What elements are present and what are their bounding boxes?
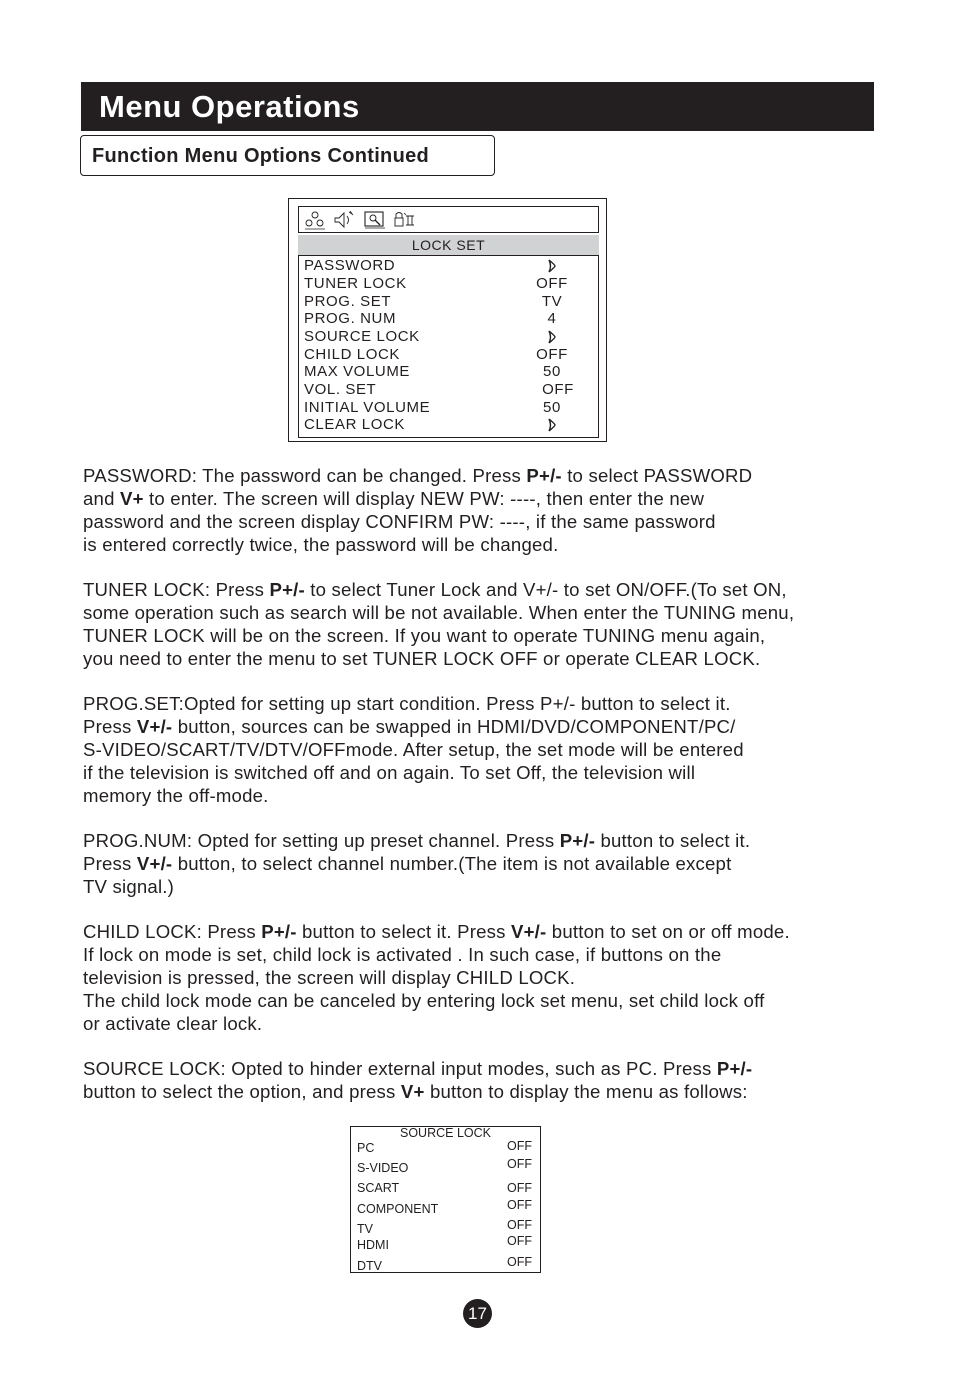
osd-item-label: PASSWORD [304, 257, 396, 274]
osd-item-value: 50 [543, 399, 561, 416]
function-icon [363, 210, 387, 230]
source-value-tv: OFF [507, 1218, 532, 1232]
source-label-s-video: S-VIDEO [357, 1161, 409, 1175]
paragraph-password: PASSWORD: The password can be changed. Press P+/- to select PASSWORD and V+ to enter. The screen will display NEW PW: ----, then enter the new password and the screen display CONFIRM PW: ----, if the same password is entered correctly twice, the password will be changed. [83, 465, 753, 555]
osd-item-prog-num [299, 310, 598, 328]
osd-item-label: CLEAR LOCK [304, 416, 406, 433]
page-title: Menu Operations [99, 89, 360, 124]
osd-item-label: MAX VOLUME [304, 363, 411, 380]
source-label-pc: PC [357, 1141, 375, 1155]
osd-item-label: PROG. NUM [304, 310, 397, 327]
osd-title: LOCK SET [411, 237, 486, 253]
page-number: 17 [463, 1299, 492, 1328]
osd-item-value: TV [541, 293, 563, 310]
section-heading-box [80, 135, 495, 176]
osd-item-label: PROG. SET [304, 293, 392, 310]
chevron-right-icon [519, 328, 585, 345]
osd-item-vol-set [299, 381, 598, 399]
source-value-scart: OFF [507, 1181, 532, 1195]
osd-menu-list [298, 255, 599, 438]
source-label-tv: TV [357, 1222, 373, 1236]
source-label-scart: SCART [357, 1181, 400, 1195]
source-value-dtv: OFF [507, 1255, 532, 1269]
osd-item-label: INITIAL VOLUME [304, 399, 431, 416]
osd-item-password [299, 257, 598, 275]
osd-item-initial-volume [299, 399, 598, 417]
osd-item-value: OFF [536, 275, 568, 292]
osd-item-max-volume [299, 363, 598, 381]
lock-icon [393, 210, 417, 230]
source-label-hdmi: HDMI [357, 1238, 389, 1252]
osd-item-label: VOL. SET [304, 381, 377, 398]
osd-icon-bar [298, 206, 599, 233]
chevron-right-icon [519, 416, 585, 433]
section-heading: Function Menu Options Continued [92, 145, 430, 167]
source-label-dtv: DTV [357, 1259, 382, 1273]
source-value-s-video: OFF [507, 1157, 532, 1171]
chevron-right-icon [519, 257, 585, 274]
source-value-component: OFF [507, 1198, 532, 1212]
sound-icon [333, 210, 355, 230]
source-value-hdmi: OFF [507, 1234, 532, 1248]
osd-item-label: CHILD LOCK [304, 346, 401, 363]
source-value-pc: OFF [507, 1139, 532, 1153]
osd-item-tuner-lock [299, 275, 598, 293]
osd-item-value: OFF [542, 381, 574, 398]
osd-item-clear-lock [299, 416, 598, 434]
source-lock-osd-illustration [350, 1126, 541, 1273]
paragraph-prog-set: PROG.SET:Opted for setting up start condition. Press P+/- button to select it. Press V+/- button, sources can be swapped in HDMI/DVD/COMPONENT/PC/ S-VIDEO/SCART/TV/DTV/OFFmode. After setup, the set mode will be entered if the television is switched off and on again. To set Off, the television will memory the off-mode. [83, 693, 744, 806]
source-label-component: COMPONENT [357, 1202, 439, 1216]
osd-item-child-lock [299, 346, 598, 364]
osd-title-bar [298, 235, 599, 255]
paragraph-source-lock: SOURCE LOCK: Opted to hinder external input modes, such as PC. Press P+/- button to select the option, and press V+ button to display the menu as follows: [83, 1058, 753, 1102]
paragraph-tuner-lock: TUNER LOCK: Press P+/- to select Tuner Lock and V+/- to set ON/OFF.(To set ON, some operation such as search will be not available. When enter the TUNING menu, TUNER LOCK will be on the screen. If you want to operate TUNING menu again, you need to enter the menu to set TUNER LOCK OFF or operate CLEAR LOCK. [83, 579, 795, 669]
paragraph-prog-num: PROG.NUM: Opted for setting up preset channel. Press P+/- button to select it. Press V+/- button, to select channel number.(The item is not available except TV signal.) [83, 830, 751, 897]
lock-set-osd-illustration [288, 198, 607, 442]
osd-item-label: TUNER LOCK [304, 275, 407, 292]
osd-item-prog-set [299, 293, 598, 311]
paragraph-child-lock: CHILD LOCK: Press P+/- button to select it. Press V+/- button to set on or off mode. If lock on mode is set, child lock is activated . In such case, if buttons on the television is pressed, the screen will display CHILD LOCK. The child lock mode can be canceled by entering lock set menu, set child lock off or activate clear lock. [83, 921, 790, 1034]
osd-item-label: SOURCE LOCK [304, 328, 420, 345]
page-header-bar [81, 82, 874, 131]
source-lock-title: SOURCE LOCK [400, 1126, 491, 1140]
osd-item-value: 50 [543, 363, 561, 380]
osd-item-source-lock [299, 328, 598, 346]
osd-item-value: 4 [547, 310, 557, 327]
body-text [83, 464, 913, 1125]
picture-icon [304, 210, 326, 230]
osd-item-value: OFF [536, 346, 568, 363]
